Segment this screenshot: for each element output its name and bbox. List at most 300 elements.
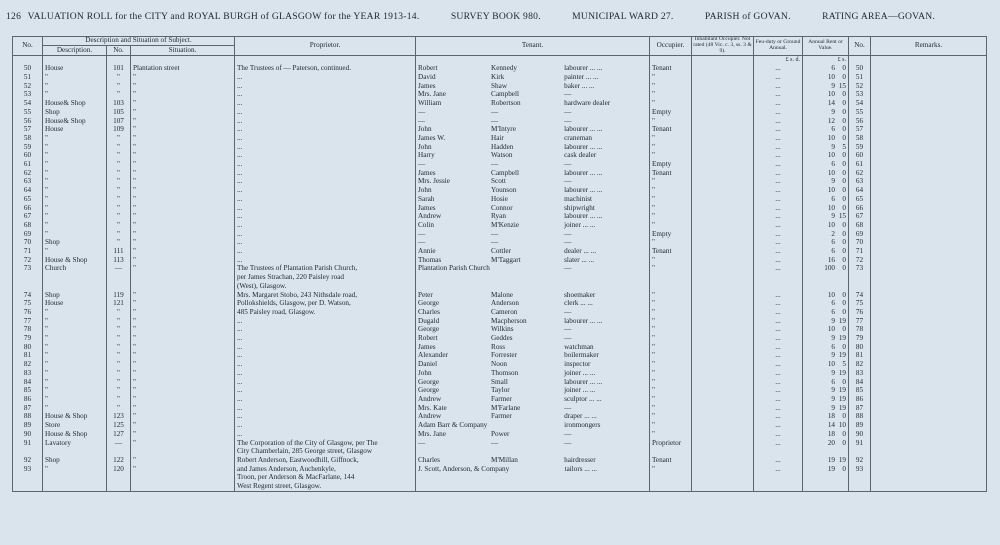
description — [43, 473, 107, 482]
remarks — [871, 386, 987, 395]
table-row — [13, 334, 987, 343]
tenant-occupation: — — [564, 429, 572, 438]
row-number-right: 73 — [849, 264, 871, 273]
tenant-surname: Malone — [491, 290, 514, 299]
tenant-occupation: joiner ... ... — [564, 368, 596, 377]
tenant-forename: George — [418, 377, 440, 386]
situation — [131, 282, 235, 291]
table-row — [13, 99, 987, 108]
occupier: Empty — [650, 160, 692, 169]
tenant-surname: Robertson — [491, 99, 521, 108]
row-number-right: 69 — [849, 230, 871, 239]
inhabitant — [692, 230, 754, 239]
remarks — [871, 447, 987, 456]
rent-pounds: 10 — [827, 325, 835, 334]
tenant-surname: Campbell — [491, 90, 519, 99]
feu-duty: ... — [754, 343, 803, 352]
annual-rent — [803, 378, 849, 387]
situation: " — [131, 108, 235, 117]
row-number-right: 82 — [849, 360, 871, 369]
proprietor: ... — [235, 230, 416, 239]
rent-pounds: 10 — [827, 203, 835, 212]
rent-pounds: 10 — [827, 151, 835, 160]
street-number: " — [107, 395, 131, 404]
table-row — [13, 204, 987, 213]
annual-rent — [803, 264, 849, 273]
inhabitant — [692, 343, 754, 352]
row-number-right — [849, 473, 871, 482]
description: " — [43, 386, 107, 395]
rent-pounds: 10 — [827, 72, 835, 81]
row-number-right: 93 — [849, 465, 871, 474]
row-number: 79 — [13, 334, 43, 343]
tenant-forename: — — [418, 107, 426, 116]
table-row — [13, 273, 987, 282]
rent-pounds: 6 — [831, 307, 835, 316]
description: House & Shop — [43, 256, 107, 265]
description: " — [43, 334, 107, 343]
description — [43, 282, 107, 291]
tenant-surname: M'Farlane — [491, 403, 521, 412]
remarks — [871, 204, 987, 213]
row-number-right: 64 — [849, 186, 871, 195]
rent-pounds: 9 — [831, 403, 835, 412]
proprietor: City Chamberlain, 285 George street, Glasgow — [235, 447, 416, 456]
inhabitant — [692, 238, 754, 247]
inhabitant — [692, 447, 754, 456]
row-number-right: 91 — [849, 439, 871, 448]
proprietor: ... — [235, 125, 416, 134]
tenant — [416, 204, 650, 213]
occupier: Empty — [650, 108, 692, 117]
remarks — [871, 369, 987, 378]
description — [43, 273, 107, 282]
occupier: " — [650, 430, 692, 439]
inhabitant — [692, 99, 754, 108]
table-row — [13, 238, 987, 247]
proprietor: Mrs. Margaret Stobo, 243 Nithsdale road, — [235, 291, 416, 300]
description: " — [43, 169, 107, 178]
feu-duty: ... — [754, 195, 803, 204]
col-no-right: No. — [849, 37, 871, 56]
annual-rent — [803, 247, 849, 256]
occupier: " — [650, 143, 692, 152]
proprietor: ... — [235, 351, 416, 360]
row-number-right — [849, 282, 871, 291]
row-number-right: 74 — [849, 291, 871, 300]
street-number: " — [107, 343, 131, 352]
rent-pounds: 19 — [827, 464, 835, 473]
annual-rent — [803, 308, 849, 317]
annual-rent — [803, 238, 849, 247]
annual-rent — [803, 117, 849, 126]
remarks — [871, 395, 987, 404]
tenant — [416, 169, 650, 178]
tenant-forename: Charles — [418, 455, 440, 464]
tenant-forename: James — [418, 203, 436, 212]
remarks — [871, 90, 987, 99]
annual-rent — [803, 395, 849, 404]
tenant-occupation: tailors ... ... — [564, 464, 597, 473]
inhabitant — [692, 264, 754, 273]
row-number: 64 — [13, 186, 43, 195]
rent-pounds: 9 — [831, 177, 835, 186]
feu-duty: ... — [754, 212, 803, 221]
annual-rent — [803, 99, 849, 108]
table-row — [13, 73, 987, 82]
situation: " — [131, 125, 235, 134]
inhabitant — [692, 282, 754, 291]
inhabitant — [692, 421, 754, 430]
situation: " — [131, 151, 235, 160]
table-row — [13, 134, 987, 143]
proprietor: ... — [235, 134, 416, 143]
row-number: 51 — [13, 73, 43, 82]
tenant-occupation: labourer ... ... — [564, 186, 603, 195]
occupier: " — [650, 343, 692, 352]
rent-pounds: 10 — [827, 133, 835, 142]
tenant-forename: — — [418, 229, 426, 238]
row-number: 75 — [13, 299, 43, 308]
feu-duty: ... — [754, 395, 803, 404]
street-number: " — [107, 325, 131, 334]
proprietor: ... — [235, 212, 416, 221]
row-number-right: 75 — [849, 299, 871, 308]
occupier: " — [650, 238, 692, 247]
street-number: " — [107, 360, 131, 369]
description: " — [43, 134, 107, 143]
inhabitant — [692, 204, 754, 213]
tenant-occupation: — — [564, 107, 572, 116]
tenant — [416, 160, 650, 169]
tenant — [416, 186, 650, 195]
col-inhabitant: Inhabitant Occupier. Not rated (48 Vic. c. 3, ss. 3 & 9). — [693, 36, 752, 54]
table-row — [13, 482, 987, 491]
tenant-occupation: — — [564, 334, 572, 343]
parish: PARISH of GOVAN. — [704, 11, 791, 22]
description: Shop — [43, 238, 107, 247]
occupier: " — [650, 386, 692, 395]
occupier: " — [650, 117, 692, 126]
situation: " — [131, 360, 235, 369]
rent-shillings: 0 — [842, 299, 846, 308]
occupier: Proprietor — [650, 439, 692, 448]
tenant-surname: — — [491, 160, 499, 169]
tenant-forename: James — [418, 342, 436, 351]
row-number: 76 — [13, 308, 43, 317]
annual-rent — [803, 143, 849, 152]
situation: " — [131, 186, 235, 195]
situation — [131, 447, 235, 456]
proprietor: ... — [235, 204, 416, 213]
inhabitant — [692, 351, 754, 360]
feu-duty: ... — [754, 351, 803, 360]
situation: " — [131, 177, 235, 186]
description: " — [43, 195, 107, 204]
rent-pounds: 9 — [831, 368, 835, 377]
tenant-occupation: labourer ... ... — [564, 212, 603, 221]
feu-duty: ... — [754, 125, 803, 134]
row-number-right: 77 — [849, 317, 871, 326]
rent-pounds: 10 — [827, 290, 835, 299]
table-row — [13, 256, 987, 265]
occupier: " — [650, 421, 692, 430]
rent-shillings: 0 — [842, 342, 846, 351]
proprietor: ... — [235, 334, 416, 343]
tenant-surname: Shaw — [491, 81, 508, 90]
inhabitant — [692, 143, 754, 152]
street-number: 111 — [107, 247, 131, 256]
remarks — [871, 177, 987, 186]
inhabitant — [692, 212, 754, 221]
rent-shillings: 0 — [842, 151, 846, 160]
annual-rent — [803, 360, 849, 369]
table-row — [13, 308, 987, 317]
rent-shillings: 19 — [838, 316, 846, 325]
annual-rent — [803, 90, 849, 99]
occupier: Tenant — [650, 169, 692, 178]
feu-duty: ... — [754, 465, 803, 474]
inhabitant — [692, 317, 754, 326]
annual-rent — [803, 151, 849, 160]
remarks — [871, 143, 987, 152]
col-proprietor: Proprietor. — [235, 37, 416, 56]
street-number: " — [107, 177, 131, 186]
tenant — [416, 90, 650, 99]
tenant-surname: Ross — [491, 342, 506, 351]
situation: " — [131, 334, 235, 343]
tenant-forename: James W. — [418, 133, 446, 142]
row-number-right: 52 — [849, 82, 871, 91]
tenant-forename: James — [418, 81, 436, 90]
row-number-right: 80 — [849, 343, 871, 352]
occupier: Tenant — [650, 64, 692, 73]
annual-rent — [803, 317, 849, 326]
rent-pounds: 6 — [831, 160, 835, 169]
remarks — [871, 282, 987, 291]
row-number-right — [849, 447, 871, 456]
tenant-forename: — — [418, 160, 426, 169]
tenant — [416, 195, 650, 204]
tenant-occupation: draper ... ... — [564, 412, 597, 421]
proprietor: (West), Glasgow. — [235, 282, 416, 291]
description: " — [43, 404, 107, 413]
row-number-right: 92 — [849, 456, 871, 465]
description: " — [43, 369, 107, 378]
table-row — [13, 247, 987, 256]
rent-pounds: 6 — [831, 342, 835, 351]
street-number: " — [107, 369, 131, 378]
inhabitant — [692, 473, 754, 482]
proprietor: and James Anderson, Auchenkyle, — [235, 465, 416, 474]
occupier: " — [650, 82, 692, 91]
occupier: " — [650, 465, 692, 474]
annual-rent — [803, 386, 849, 395]
row-number: 92 — [13, 456, 43, 465]
situation: " — [131, 439, 235, 448]
occupier: " — [650, 221, 692, 230]
inhabitant — [692, 117, 754, 126]
rent-pounds: 16 — [827, 255, 835, 264]
row-number — [13, 282, 43, 291]
rent-pounds: 9 — [831, 334, 835, 343]
remarks — [871, 299, 987, 308]
row-number-right: 59 — [849, 143, 871, 152]
annual-rent — [803, 282, 849, 291]
annual-rent — [803, 273, 849, 282]
street-number: " — [107, 195, 131, 204]
description: House & Shop — [43, 430, 107, 439]
rent-shillings: 15 — [838, 81, 846, 90]
remarks — [871, 308, 987, 317]
remarks — [871, 125, 987, 134]
tenant-occupation: — — [564, 177, 572, 186]
description: " — [43, 247, 107, 256]
tenant — [416, 230, 650, 239]
occupier: " — [650, 90, 692, 99]
street-number: " — [107, 221, 131, 230]
tenant-occupation: — — [564, 264, 572, 273]
tenant-forename: John — [418, 186, 432, 195]
tenant-surname: M'Kenzie — [491, 220, 520, 229]
situation: " — [131, 291, 235, 300]
remarks — [871, 343, 987, 352]
tenant-occupation: — — [564, 307, 572, 316]
inhabitant — [692, 73, 754, 82]
row-number-right: 50 — [849, 64, 871, 73]
occupier: " — [650, 212, 692, 221]
tenant — [416, 264, 650, 273]
remarks — [871, 456, 987, 465]
row-number: 67 — [13, 212, 43, 221]
row-number: 90 — [13, 430, 43, 439]
proprietor: ... — [235, 378, 416, 387]
row-number — [13, 473, 43, 482]
annual-rent — [803, 412, 849, 421]
tenant-forename: — — [418, 438, 426, 447]
street-number: 127 — [107, 430, 131, 439]
tenant-surname: Cameron — [491, 307, 518, 316]
rent-shillings: 0 — [842, 464, 846, 473]
inhabitant — [692, 386, 754, 395]
feu-duty: ... — [754, 378, 803, 387]
description: " — [43, 73, 107, 82]
table-row — [13, 117, 987, 126]
rent-shillings: 0 — [842, 168, 846, 177]
rent-shillings: 0 — [842, 438, 846, 447]
street-number: " — [107, 160, 131, 169]
tenant-forename: Thomas — [418, 255, 442, 264]
tenant-forename: Annie — [418, 247, 436, 256]
tenant-surname: Geddes — [491, 334, 513, 343]
occupier: " — [650, 412, 692, 421]
situation: " — [131, 134, 235, 143]
rent-shillings: 5 — [842, 142, 846, 151]
feu-duty — [754, 282, 803, 291]
tenant-surname: Small — [491, 377, 508, 386]
rent-shillings: 0 — [842, 99, 846, 108]
occupier: " — [650, 291, 692, 300]
situation: " — [131, 404, 235, 413]
tenant — [416, 64, 650, 73]
tenant-surname: Scott — [491, 177, 506, 186]
feu-currency: £ s. d. — [754, 55, 803, 64]
row-number: 83 — [13, 369, 43, 378]
tenant-surname: Taylor — [491, 386, 510, 395]
tenant — [416, 73, 650, 82]
annual-rent — [803, 473, 849, 482]
row-number-right: 70 — [849, 238, 871, 247]
street-number: " — [107, 230, 131, 239]
situation: " — [131, 143, 235, 152]
situation: " — [131, 369, 235, 378]
street-number: " — [107, 82, 131, 91]
row-number — [13, 447, 43, 456]
rent-pounds: 14 — [827, 421, 835, 430]
description: House — [43, 125, 107, 134]
annual-rent — [803, 195, 849, 204]
situation: " — [131, 421, 235, 430]
row-number: 60 — [13, 151, 43, 160]
annual-rent — [803, 64, 849, 73]
rent-shillings: 0 — [842, 290, 846, 299]
tenant-occupation: — — [564, 229, 572, 238]
street-number: 120 — [107, 465, 131, 474]
situation: " — [131, 456, 235, 465]
feu-duty: ... — [754, 360, 803, 369]
row-number: 78 — [13, 325, 43, 334]
street-number: " — [107, 134, 131, 143]
description: House — [43, 299, 107, 308]
remarks — [871, 325, 987, 334]
rent-pounds: 2 — [831, 229, 835, 238]
situation — [131, 482, 235, 491]
feu-duty: ... — [754, 221, 803, 230]
inhabitant — [692, 90, 754, 99]
tenant — [416, 465, 650, 474]
table-row — [13, 447, 987, 456]
feu-duty: ... — [754, 308, 803, 317]
occupier: " — [650, 378, 692, 387]
tenant-surname: M'Millan — [491, 455, 518, 464]
inhabitant — [692, 134, 754, 143]
annual-rent — [803, 439, 849, 448]
tenant-forename: John — [418, 125, 432, 134]
remarks — [871, 99, 987, 108]
rent-pounds: 9 — [831, 142, 835, 151]
tenant-occupation: dealer ... ... — [564, 247, 597, 256]
description: " — [43, 177, 107, 186]
table-row — [13, 169, 987, 178]
tenant-forename: George — [418, 386, 440, 395]
situation: " — [131, 247, 235, 256]
tenant-surname: — — [491, 438, 499, 447]
row-number: 87 — [13, 404, 43, 413]
row-number: 69 — [13, 230, 43, 239]
rent-pounds: 9 — [831, 316, 835, 325]
row-number-right: 78 — [849, 325, 871, 334]
proprietor: ... — [235, 395, 416, 404]
tenant-occupation: labourer ... ... — [564, 64, 603, 73]
remarks — [871, 264, 987, 273]
row-number: 50 — [13, 64, 43, 73]
tenant-surname: Ryan — [491, 212, 506, 221]
row-number: 81 — [13, 351, 43, 360]
feu-duty: ... — [754, 99, 803, 108]
situation: " — [131, 256, 235, 265]
tenant — [416, 221, 650, 230]
street-number — [107, 447, 131, 456]
